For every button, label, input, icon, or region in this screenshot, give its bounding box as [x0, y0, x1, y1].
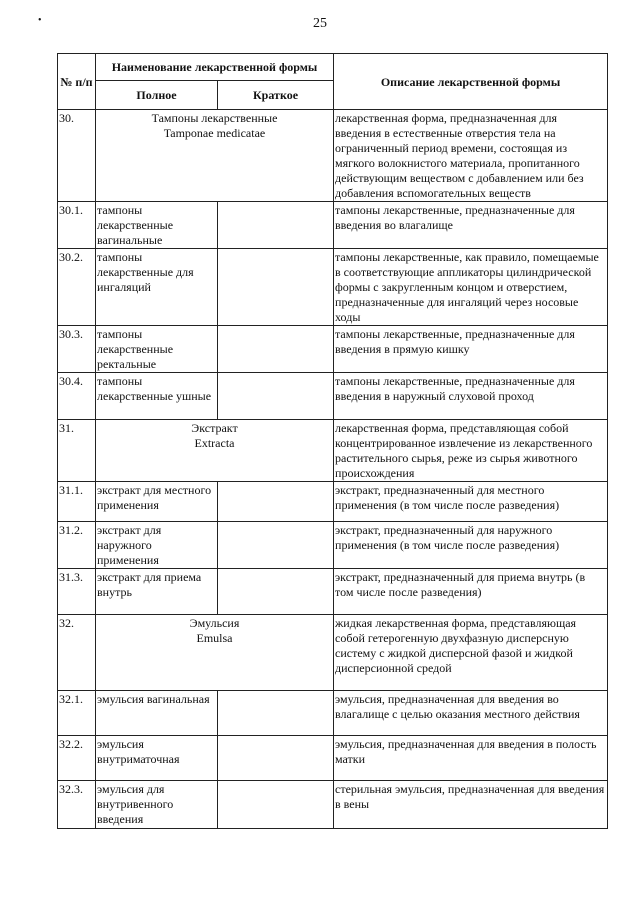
row-description: экстракт, предназначенный для местного применения (в том числе после разведения) — [334, 482, 608, 522]
header-num: № п/п — [58, 54, 96, 110]
table-row — [58, 249, 608, 326]
dosage-forms-table — [57, 53, 608, 829]
table-row — [58, 615, 608, 691]
header-description: Описание лекарственной формы — [334, 54, 608, 110]
table-row — [58, 781, 608, 829]
row-number: 32.2. — [58, 736, 96, 781]
row-group-name — [96, 615, 334, 691]
table-row — [58, 736, 608, 781]
header-short: Краткое — [218, 81, 334, 110]
row-short-name — [218, 326, 334, 373]
row-group-name — [96, 420, 334, 482]
row-short-name — [218, 482, 334, 522]
table-row — [58, 482, 608, 522]
row-short-name — [218, 373, 334, 420]
row-full-name: эмульсия для внутривенного введения — [96, 781, 218, 829]
group-name-latin: Emulsa — [196, 631, 233, 645]
row-description: экстракт, предназначенный для приема внутрь (в том числе после разведения) — [334, 569, 608, 615]
table-row — [58, 373, 608, 420]
row-short-name — [218, 202, 334, 249]
row-description: эмульсия, предназначенная для введения во влагалище с целью оказания местного действия — [334, 691, 608, 736]
row-full-name: эмульсия внутриматочная — [96, 736, 218, 781]
row-description: лекарственная форма, представляющая собой концентрированное извлечение из лекарственного растительного сырья, реже из сырья животного происхождения — [334, 420, 608, 482]
row-full-name: тампоны лекарственные ректальные — [96, 326, 218, 373]
corner-mark: • — [38, 15, 42, 26]
row-short-name — [218, 249, 334, 326]
row-full-name: эмульсия вагинальная — [96, 691, 218, 736]
row-full-name: экстракт для приема внутрь — [96, 569, 218, 615]
row-number: 30.2. — [58, 249, 96, 326]
row-description: тампоны лекарственные, как правило, помещаемые в соответствующие аппликаторы цилиндрической формы с закругленным концом и отверстием, предназначенные для ингаляций через носовые ходы — [334, 249, 608, 326]
row-description: тампоны лекарственные, предназначенные для введения в наружный слуховой проход — [334, 373, 608, 420]
table-body — [58, 110, 608, 829]
row-description: жидкая лекарственная форма, представляющая собой гетерогенную двухфазную дисперсную систему с жидкой дисперсной фазой и жидкой дисперсионной средой — [334, 615, 608, 691]
group-name-latin: Tamponae medicatae — [163, 126, 266, 140]
group-name-ru: Эмульсия — [189, 616, 240, 630]
table-row — [58, 420, 608, 482]
row-number: 30.3. — [58, 326, 96, 373]
row-full-name: тампоны лекарственные для ингаляций — [96, 249, 218, 326]
row-full-name: экстракт для наружного применения — [96, 522, 218, 569]
row-group-name — [96, 110, 334, 202]
header-full: Полное — [96, 81, 218, 110]
table-row — [58, 326, 608, 373]
row-short-name — [218, 522, 334, 569]
header-name: Наименование лекарственной формы — [96, 54, 334, 81]
page-number: 25 — [313, 16, 327, 31]
row-number: 30.1. — [58, 202, 96, 249]
row-full-name: тампоны лекарственные вагинальные — [96, 202, 218, 249]
row-description: эмульсия, предназначенная для введения в полость матки — [334, 736, 608, 781]
table-row — [58, 569, 608, 615]
row-number: 31. — [58, 420, 96, 482]
row-description: экстракт, предназначенный для наружного применения (в том числе после разведения) — [334, 522, 608, 569]
row-description: лекарственная форма, предназначенная для введения в естественные отверстия тела на ограниченный период времени, состоящая из мягкого волокнистого материала, пропитанного действующим веществом с добавлением или без добавления вспомогательных веществ — [334, 110, 608, 202]
row-number: 30. — [58, 110, 96, 202]
row-number: 30.4. — [58, 373, 96, 420]
row-short-name — [218, 569, 334, 615]
row-short-name — [218, 781, 334, 829]
row-full-name: тампоны лекарственные ушные — [96, 373, 218, 420]
group-name-latin: Extracta — [194, 436, 235, 450]
row-number: 31.2. — [58, 522, 96, 569]
row-number: 31.3. — [58, 569, 96, 615]
row-number: 32.3. — [58, 781, 96, 829]
table-row — [58, 522, 608, 569]
row-description: тампоны лекарственные, предназначенные для введения во влагалище — [334, 202, 608, 249]
table-row — [58, 691, 608, 736]
row-number: 32.1. — [58, 691, 96, 736]
row-description: тампоны лекарственные, предназначенные для введения в прямую кишку — [334, 326, 608, 373]
table-row — [58, 110, 608, 202]
row-number: 31.1. — [58, 482, 96, 522]
row-full-name: экстракт для местного применения — [96, 482, 218, 522]
row-short-name — [218, 691, 334, 736]
group-name-ru: Экстракт — [191, 421, 238, 435]
row-short-name — [218, 736, 334, 781]
group-name-ru: Тампоны лекарственные — [151, 111, 278, 125]
row-description: стерильная эмульсия, предназначенная для введения в вены — [334, 781, 608, 829]
row-number: 32. — [58, 615, 96, 691]
table-row — [58, 202, 608, 249]
